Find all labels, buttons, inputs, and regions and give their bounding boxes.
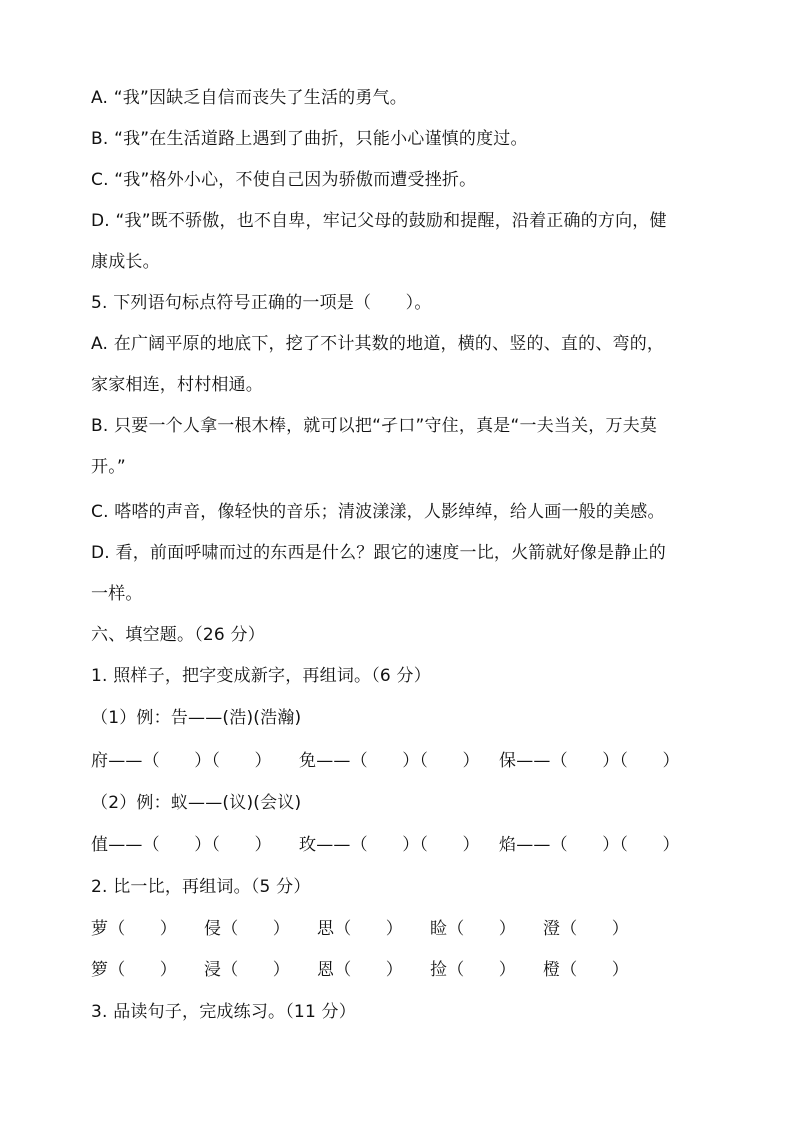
- answer-blank[interactable]: （ ）（ ）: [550, 835, 680, 855]
- q1-row1-item: 保——（ ）（ ）: [499, 751, 680, 771]
- answer-blank[interactable]: （ ）（ ）: [550, 751, 680, 771]
- section6-q1-row1: [91, 750, 680, 772]
- answer-blank[interactable]: （ ）（ ）: [350, 751, 480, 771]
- q2-item[interactable]: 捡（ ）: [430, 960, 516, 980]
- q5-option-b-line2: 开。”: [91, 457, 126, 477]
- answer-blank[interactable]: （ ）（ ）: [142, 835, 272, 855]
- section6-q1-example2: （2）例：蚁——(议)(会议): [91, 793, 302, 813]
- q5-stem: 5. 下列语句标点符号正确的一项是（ ）。: [91, 293, 432, 313]
- answer-blank[interactable]: （ ）（ ）: [142, 751, 272, 771]
- section6-q2-row1: [91, 918, 629, 940]
- q1-row1-item: 免——（ ）（ ）: [299, 751, 480, 771]
- section6-q3-stem: 3. 品读句子，完成练习。（11 分）: [91, 1002, 356, 1022]
- q2-item[interactable]: 澄（ ）: [543, 919, 629, 939]
- section6-q1-example1: （1）例：告——(浩)(浩瀚): [91, 708, 302, 728]
- q5-option-b-line1: B. 只要一个人拿一根木棒，就可以把“孑口”守住，真是“一夫当关，万夫莫: [91, 416, 658, 436]
- q2-item[interactable]: 浸（ ）: [204, 960, 290, 980]
- q5-option-d-line2: 一样。: [91, 584, 143, 604]
- q2-item[interactable]: 侵（ ）: [204, 919, 290, 939]
- section6-q2-stem: 2. 比一比，再组词。（5 分）: [91, 877, 311, 897]
- q4-option-d-line2: 康成长。: [91, 252, 160, 272]
- q4-option-d-line1: D. “我”既不骄傲，也不自卑，牢记父母的鼓励和提醒，沿着正确的方向，健: [91, 211, 667, 231]
- q5-option-d-line1: D. 看，前面呼啸而过的东西是什么？跟它的速度一比，火箭就好像是静止的: [91, 543, 666, 563]
- answer-blank[interactable]: （ ）（ ）: [350, 835, 480, 855]
- section6-q1-stem: 1. 照样子，把字变成新字，再组词。（6 分）: [91, 666, 431, 686]
- q2-item[interactable]: 箩（ ）: [91, 960, 177, 980]
- q2-item[interactable]: 思（ ）: [317, 919, 403, 939]
- q2-item[interactable]: 萝（ ）: [91, 919, 177, 939]
- q1-row2-item: 焰——（ ）（ ）: [499, 835, 680, 855]
- q1-row2-item: 玫——（ ）（ ）: [299, 835, 480, 855]
- q1-row2-item: 值——（ ）（ ）: [91, 835, 272, 855]
- q1-row1-item: 府——（ ）（ ）: [91, 751, 272, 771]
- q4-option-a: A. “我”因缺乏自信而丧失了生活的勇气。: [91, 88, 407, 108]
- section6-q1-row2: [91, 834, 680, 856]
- section6-q2-row2: [91, 959, 629, 981]
- q4-option-b: B. “我”在生活道路上遇到了曲折，只能小心谨慎的度过。: [91, 129, 528, 149]
- q2-item[interactable]: 橙（ ）: [543, 960, 629, 980]
- q5-option-a-line1: A. 在广阔平原的地底下，挖了不计其数的地道，横的、竖的、直的、弯的，: [91, 334, 665, 354]
- q2-item[interactable]: 恩（ ）: [317, 960, 403, 980]
- q4-option-c: C. “我”格外小心，不使自己因为骄傲而遭受挫折。: [91, 170, 477, 190]
- section6-title: 六、填空题。（26 分）: [91, 625, 265, 645]
- q2-item[interactable]: 睑（ ）: [430, 919, 516, 939]
- q5-option-a-line2: 家家相连，村村相通。: [91, 375, 263, 395]
- q5-option-c: C. 嗒嗒的声音，像轻快的音乐；清波漾漾，人影绰绰，给人画一般的美感。: [91, 502, 665, 522]
